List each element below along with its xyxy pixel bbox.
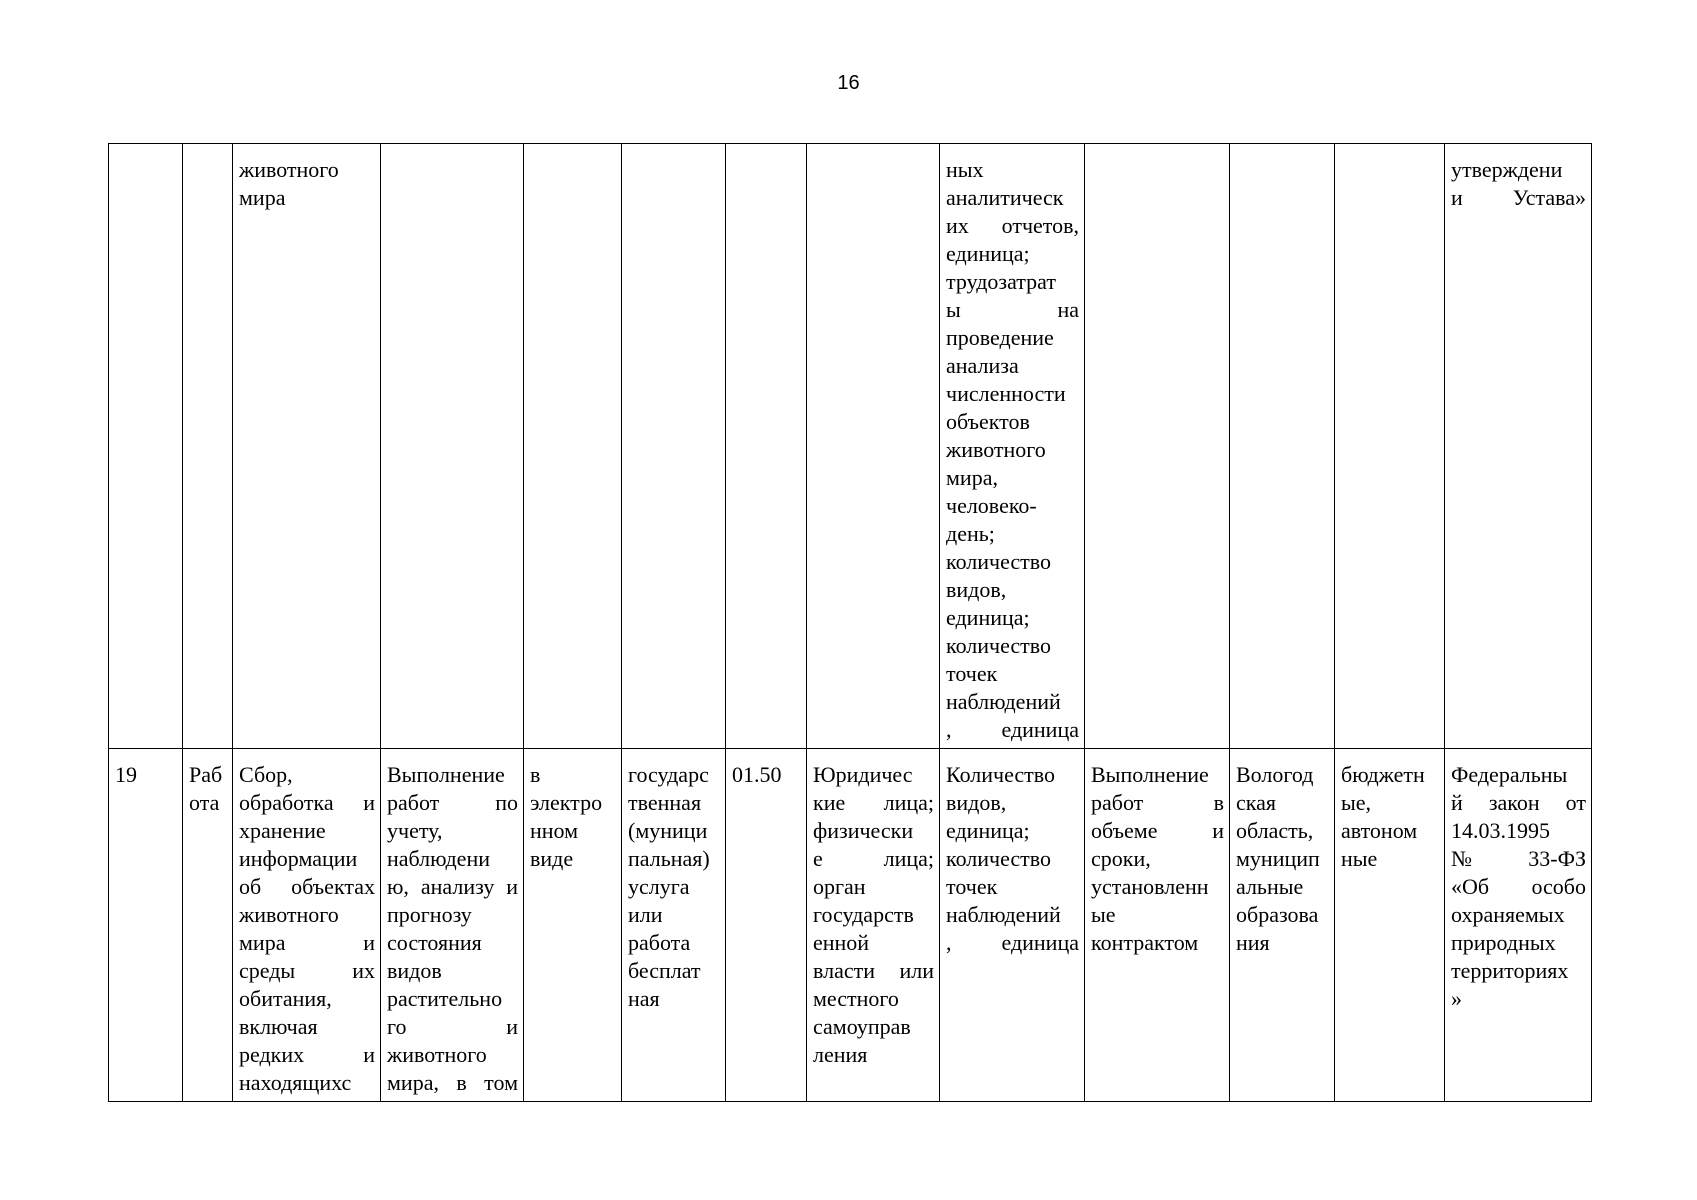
cell-text-line: электро <box>530 790 603 815</box>
cell-text-line: » <box>1451 986 1462 1011</box>
cell-text-line: в <box>530 762 541 787</box>
cell-text-line: енной <box>813 930 870 955</box>
cell-text-line: точек <box>946 661 998 686</box>
cell-text-line: (муници <box>628 818 708 843</box>
cell-text-line: наблюдений <box>946 902 1061 927</box>
cell-text-line: мира, в том <box>387 1070 518 1095</box>
cell-name <box>233 749 381 1102</box>
cell-type <box>183 749 233 1102</box>
cell-text-line: альные <box>1236 874 1304 899</box>
cell-text-line: и Устава» <box>1451 185 1586 210</box>
cell-text-line: самоуправ <box>813 1014 911 1039</box>
cell-text-line: видов, <box>946 790 1007 815</box>
cell-text-line: животного <box>239 902 339 927</box>
cell-indicators <box>940 749 1085 1102</box>
cell-institution-type <box>1335 144 1445 749</box>
cell-text-line: природных <box>1451 930 1556 955</box>
cell-text-line: ных <box>946 157 984 182</box>
cell-text-line: образова <box>1236 902 1319 927</box>
cell-text-line: бесплат <box>628 958 701 983</box>
cell-text-line: аналитическ <box>946 185 1064 210</box>
cell-content <box>381 749 524 1102</box>
cell-text-line: работ по <box>387 790 518 815</box>
cell-text-line: анализа <box>946 353 1019 378</box>
cell-text-line: ые, <box>1341 790 1372 815</box>
cell-text-line: Юридичес <box>813 762 913 787</box>
cell-text-line: трудозатрат <box>946 269 1056 294</box>
cell-text-line: й закон от <box>1451 790 1586 815</box>
cell-text-line: объектов <box>946 409 1030 434</box>
cell-legal-basis <box>1445 749 1592 1102</box>
cell-text-line: животного <box>387 1042 487 1067</box>
cell-content <box>381 144 524 749</box>
cell-text-line: нном <box>530 818 579 843</box>
cell-text-line: мира и <box>239 930 375 955</box>
cell-text-line: 01.50 <box>732 762 782 787</box>
cell-form <box>524 749 622 1102</box>
cell-text-line: государс <box>628 762 709 787</box>
cell-text-line: ые <box>1091 902 1116 927</box>
cell-text-line: единица; <box>946 605 1030 630</box>
cell-text-line: твенная <box>628 790 702 815</box>
cell-text-line: кие лица; <box>813 790 934 815</box>
table-row-continuation <box>109 144 1592 749</box>
cell-text-line: контрактом <box>1091 930 1199 955</box>
cell-text-line: пальная) <box>628 846 710 871</box>
cell-text-line: объеме и <box>1091 818 1224 843</box>
cell-text-line: орган <box>813 874 866 899</box>
cell-service-type <box>622 144 726 749</box>
cell-text-line: , единица <box>946 717 1079 742</box>
cell-text-line: их отчетов, <box>946 213 1079 238</box>
cell-text-line: государств <box>813 902 914 927</box>
cell-text-line: хранение <box>239 818 326 843</box>
cell-consumers <box>807 749 940 1102</box>
cell-text-line: численности <box>946 381 1066 406</box>
cell-type <box>183 144 233 749</box>
cell-text-line: территориях <box>1451 958 1569 983</box>
cell-text-line: утверждени <box>1451 157 1563 182</box>
cell-text-line: № 33-ФЗ <box>1451 846 1586 871</box>
cell-text-line: животного <box>946 437 1046 462</box>
cell-text-line: видов, <box>946 577 1007 602</box>
cell-text-line: об объектах <box>239 874 375 899</box>
cell-text-line: обработка и <box>239 790 375 815</box>
cell-text-line: ления <box>813 1042 868 1067</box>
cell-text-line: область, <box>1236 818 1314 843</box>
cell-text-line: ская <box>1236 790 1277 815</box>
cell-text-line: местного <box>813 986 899 1011</box>
cell-text-line: количество <box>946 549 1052 574</box>
cell-number <box>109 749 183 1102</box>
cell-code <box>726 144 807 749</box>
cell-text-line: 14.03.1995 <box>1451 818 1550 843</box>
cell-text-line: Выполнение <box>1091 762 1209 787</box>
cell-text-line: ные <box>1341 846 1378 871</box>
cell-consumers <box>807 144 940 749</box>
cell-text-line: установленн <box>1091 874 1209 899</box>
cell-text-line: е лица; <box>813 846 934 871</box>
cell-text-line: работ в <box>1091 790 1224 815</box>
cell-text-line: ю, анализу и <box>387 874 518 899</box>
table-row-19 <box>109 749 1592 1102</box>
cell-text-line: редких и <box>239 1042 375 1067</box>
cell-text-line: единица; <box>946 241 1030 266</box>
register-table <box>108 143 1592 1102</box>
cell-text-line: 19 <box>115 762 137 787</box>
cell-text-line: работа <box>628 930 691 955</box>
cell-text-line: количество <box>946 633 1052 658</box>
cell-text-line: учету, <box>387 818 443 843</box>
cell-institution-type <box>1335 749 1445 1102</box>
cell-text-line: Федеральны <box>1451 762 1568 787</box>
cell-text-line: обитания, <box>239 986 332 1011</box>
cell-text-line: человеко- <box>946 493 1037 518</box>
cell-text-line: Количество <box>946 762 1056 787</box>
cell-text-line: проведение <box>946 325 1054 350</box>
cell-text-line: ная <box>628 986 660 1011</box>
cell-text-line: среды их <box>239 958 375 983</box>
cell-text-line: или <box>628 902 663 927</box>
cell-code <box>726 749 807 1102</box>
cell-text-line: Выполнение <box>387 762 505 787</box>
cell-text-line: прогнозу <box>387 902 472 927</box>
cell-legal-basis <box>1445 144 1592 749</box>
cell-text-line: виде <box>530 846 574 871</box>
cell-text-line: охраняемых <box>1451 902 1565 927</box>
cell-number <box>109 144 183 749</box>
page-number: 16 <box>837 72 860 94</box>
cell-text-line: муницип <box>1236 846 1320 871</box>
cell-territory <box>1230 749 1335 1102</box>
cell-name <box>233 144 381 749</box>
cell-text-line: находящихс <box>239 1070 352 1095</box>
cell-text-line: автоном <box>1341 818 1418 843</box>
cell-text-line: Раб <box>189 762 223 787</box>
cell-service-type <box>622 749 726 1102</box>
cell-text-line: , единица <box>946 930 1079 955</box>
cell-text-line: физически <box>813 818 914 843</box>
cell-text-line: Вологод <box>1236 762 1314 787</box>
cell-form <box>524 144 622 749</box>
cell-text-line: ы на <box>946 297 1079 322</box>
cell-text-line: точек <box>946 874 998 899</box>
cell-text-line: количество <box>946 846 1052 871</box>
cell-text-line: мира <box>239 185 286 210</box>
cell-text-line: услуга <box>628 874 690 899</box>
cell-text-line: единица; <box>946 818 1030 843</box>
cell-text-line: животного <box>239 157 339 182</box>
cell-indicators <box>940 144 1085 749</box>
cell-text-line: власти или <box>813 958 934 983</box>
cell-text-line: «Об особо <box>1451 874 1586 899</box>
cell-text-line: наблюдени <box>387 846 490 871</box>
cell-text-line: растительно <box>387 986 503 1011</box>
cell-text-line: день; <box>946 521 995 546</box>
cell-text-line: бюджетн <box>1341 762 1425 787</box>
cell-text-line: ота <box>189 790 220 815</box>
cell-text-line: состояния <box>387 930 482 955</box>
cell-quality <box>1085 144 1230 749</box>
cell-text-line: мира, <box>946 465 998 490</box>
cell-text-line: сроки, <box>1091 846 1151 871</box>
cell-text-line: наблюдений <box>946 689 1061 714</box>
cell-text-line: включая <box>239 1014 318 1039</box>
cell-quality <box>1085 749 1230 1102</box>
cell-text-line: Сбор, <box>239 762 293 787</box>
cell-text-line: видов <box>387 958 442 983</box>
cell-text-line: го и <box>387 1014 518 1039</box>
cell-text-line: ния <box>1236 930 1270 955</box>
cell-territory <box>1230 144 1335 749</box>
cell-text-line: информации <box>239 846 358 871</box>
